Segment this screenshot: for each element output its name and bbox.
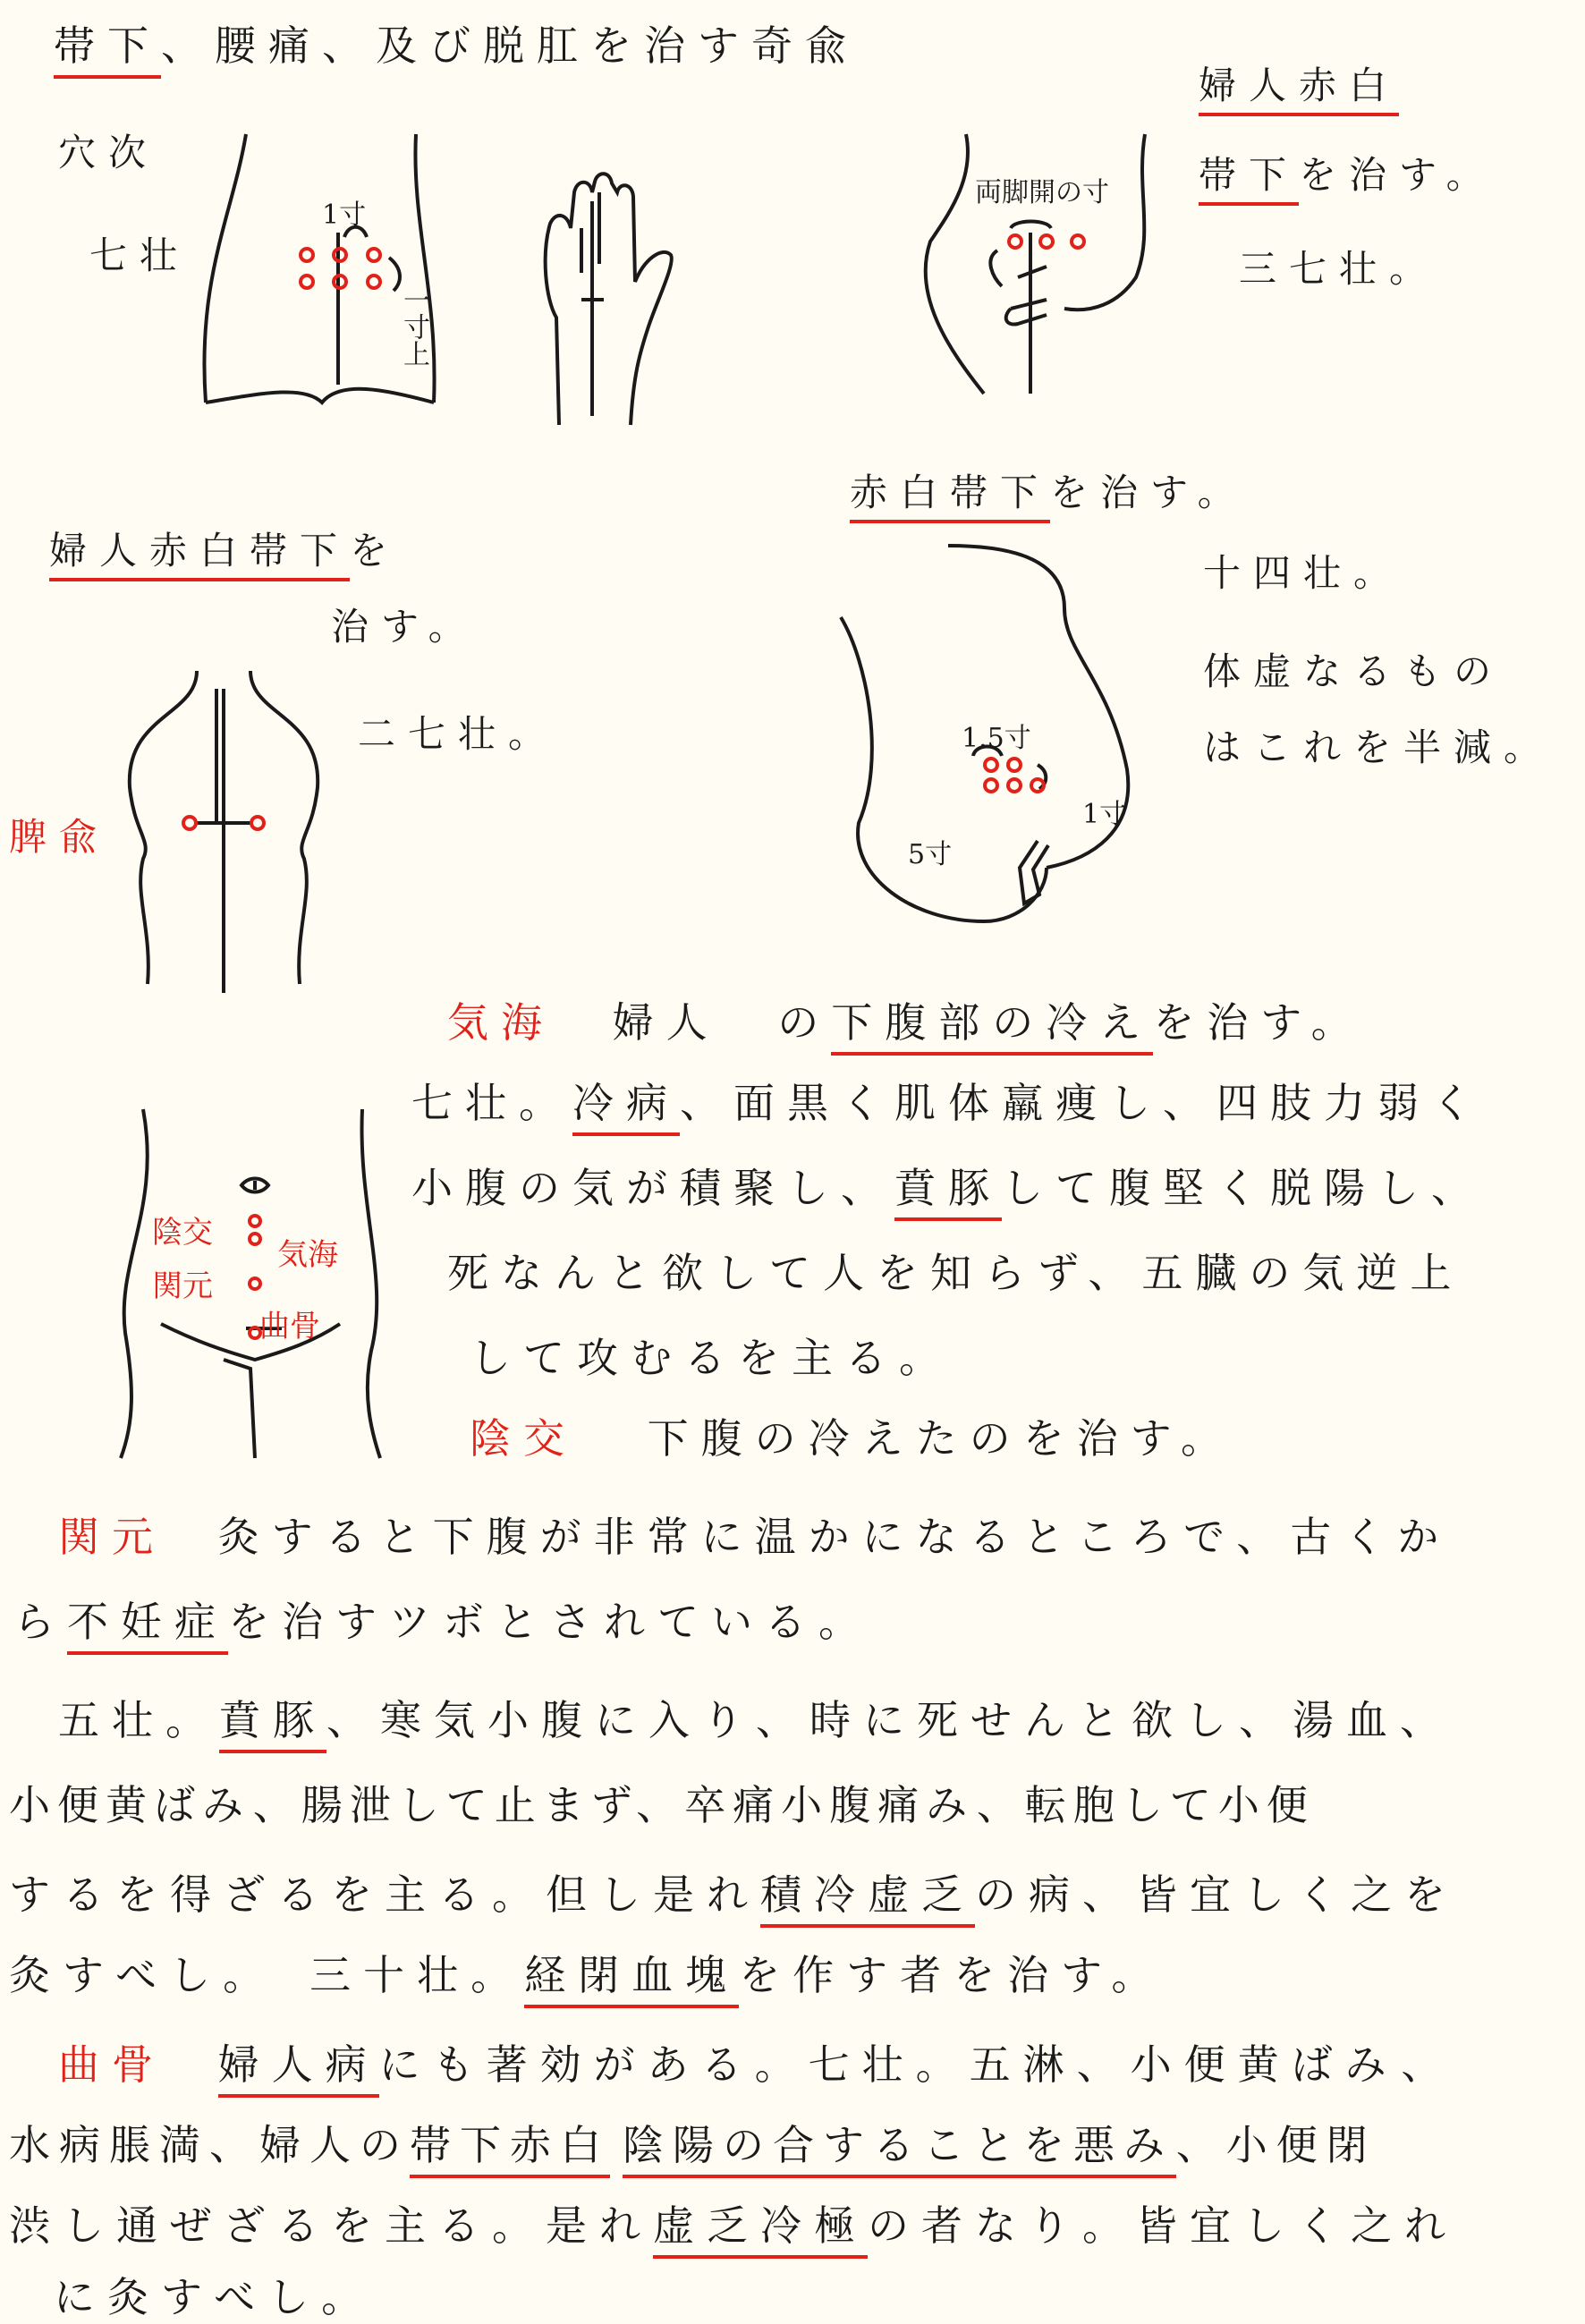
fig5-point-kikai: 気海 (277, 1237, 338, 1273)
section4-label-1sun: 1寸 (1082, 799, 1127, 830)
abdomen-figure-front (179, 116, 447, 438)
kikai-line2-b: 、面黒く肌体羸痩し、四肢力弱く (680, 1079, 1485, 1127)
kangen-line2-b: を治すツボとされている。 (228, 1598, 872, 1646)
back-figure (116, 662, 349, 993)
kikai-line1 (447, 998, 1365, 1047)
section3-count: 二七壮。 (358, 712, 559, 756)
kangen-name: 関元 (58, 1513, 165, 1561)
section2-line1 (1199, 64, 1400, 107)
kangen-line3-b: 、寒気小腹に入り、時に死せんと欲し、湯血、 (326, 1696, 1454, 1744)
kyokotsu-highlight-2: 帯下赤白 (410, 2121, 610, 2178)
section3-highlight: 婦人赤白帯下 (49, 529, 350, 581)
kikai-line1-b: の (777, 998, 832, 1047)
kikai-highlight-2: 冷病 (572, 1079, 680, 1136)
kangen-highlight-4: 経閉血塊 (524, 1951, 739, 2008)
section3-line2: 治す。 (331, 605, 479, 649)
section2-highlight-2: 帯下 (1199, 153, 1299, 206)
section2-count: 三七壮。 (1239, 247, 1440, 291)
section4-note-2: はこれを半減。 (1203, 725, 1555, 769)
kyokotsu-line1 (58, 2040, 1455, 2089)
kangen-line3-a: 五壮。 (58, 1696, 219, 1744)
kyokotsu-highlight-4: 虚乏冷極 (653, 2201, 868, 2259)
kikai-line1-a: 婦人 (612, 998, 720, 1047)
kyokotsu-line1-b: にも著効がある。七壮。五淋、小便黄ばみ、 (378, 2040, 1455, 2089)
inkou-name: 陰交 (470, 1414, 577, 1463)
kangen-highlight-3: 積冷虚乏 (760, 1870, 975, 1928)
kyokotsu-name: 曲骨 (58, 2040, 165, 2089)
kikai-line2 (411, 1079, 1485, 1127)
section1-label-issun-ue: 一寸上 (398, 286, 429, 367)
inkou-line (470, 1414, 1234, 1463)
section2-highlight-1: 婦人赤白 (1199, 64, 1399, 116)
buttocks-figure-side (912, 125, 1181, 403)
kangen-line3 (58, 1696, 1454, 1744)
kangen-line1-text: 灸すると下腹が非常に温かになるところで、古くか (217, 1513, 1452, 1561)
kangen-line5-b: の病、皆宜しく之を (975, 1870, 1458, 1919)
kyokotsu-line3-b: の者なり。皆宜しく之れ (868, 2201, 1458, 2250)
section2-rest: を治す。 (1299, 153, 1496, 197)
kangen-line2 (13, 1598, 872, 1646)
section4-label-1-5sun: 1.5寸 (962, 723, 1031, 754)
kangen-line6 (9, 1951, 1165, 1999)
kangen-line6-a: 灸すべし。 三十壮。 (9, 1951, 525, 1999)
hand-figure (537, 174, 680, 434)
kyokotsu-line3 (9, 2201, 1458, 2250)
kikai-name: 気海 (447, 998, 555, 1047)
kyokotsu-line2-b: 、小便閉 (1175, 2121, 1377, 2169)
kyokotsu-line2 (9, 2121, 1377, 2169)
section2-fig-label: 両脚開の寸 (975, 177, 1109, 208)
kikai-line4: 死なんと欲して人を知らず、五臓の気逆上 (447, 1249, 1464, 1297)
section4-count: 十四壮。 (1203, 551, 1404, 595)
kikai-line3-b: して腹堅く脱陽し、 (1002, 1164, 1485, 1212)
section1-count: 七壮 (89, 233, 191, 277)
section4-label-5sun: 5寸 (908, 839, 953, 870)
section4-note-1: 体虚なるもの (1203, 649, 1504, 693)
section4-rest: を治す。 (1050, 471, 1248, 514)
fig5-point-inkou: 陰交 (152, 1215, 213, 1251)
section4-highlight: 赤白帯下 (850, 471, 1050, 523)
lower-abdomen-figure (107, 1100, 394, 1458)
kangen-line2-a: ら (13, 1598, 67, 1646)
kangen-line1 (58, 1513, 1452, 1561)
section1-label: 穴次 (58, 131, 159, 174)
kikai-line5: して攻むるを主る。 (470, 1334, 953, 1382)
kyokotsu-highlight-1: 婦人病 (218, 2040, 379, 2098)
kikai-line2-a: 七壮。 (411, 1079, 572, 1127)
kyokotsu-line4: に灸すべし。 (54, 2273, 376, 2321)
kikai-line3-a: 小腹の気が積聚し、 (411, 1164, 894, 1212)
fig5-point-kyokotsu: 曲骨 (259, 1309, 320, 1344)
section1-label-1sun: 1寸 (322, 199, 367, 231)
title-highlight: 帯下 (54, 21, 161, 79)
kyokotsu-line2-a: 水病脹満、婦人の (9, 2121, 410, 2169)
kangen-highlight-2: 賁豚 (219, 1696, 326, 1753)
inkou-text: 下腹の冷えたのを治す。 (647, 1414, 1234, 1463)
section3-rest: を (350, 529, 401, 573)
section2-line2 (1199, 153, 1496, 197)
kikai-highlight-1: 下腹部の冷え (831, 998, 1153, 1056)
kangen-line4: 小便黄ばみ、腸泄して止まず、卒痛小腹痛み、転胞して小便 (9, 1781, 1315, 1829)
kikai-line1-c: を治す。 (1153, 998, 1365, 1047)
kangen-line5-a: するを得ざるを主る。但し是れ (9, 1870, 760, 1919)
fig5-point-kangen: 関元 (152, 1268, 213, 1304)
kangen-highlight-1: 不妊症 (67, 1598, 228, 1655)
page-title (54, 21, 859, 70)
kikai-highlight-3: 賁豚 (894, 1164, 1002, 1221)
title-rest: 、腰痛、及び脱肛を治す奇兪 (161, 21, 859, 70)
section3-line1 (49, 529, 401, 573)
kyokotsu-highlight-3: 陰陽の合することを悪み (623, 2121, 1176, 2178)
kangen-line5 (9, 1870, 1458, 1919)
kangen-line6-b: を作す者を治す。 (739, 1951, 1165, 1999)
kyokotsu-line3-a: 渋し通ぜざるを主る。是れ (9, 2201, 653, 2250)
point-hiyu: 脾兪 (9, 815, 110, 859)
section4-line (850, 471, 1248, 514)
kikai-line3 (411, 1164, 1485, 1212)
